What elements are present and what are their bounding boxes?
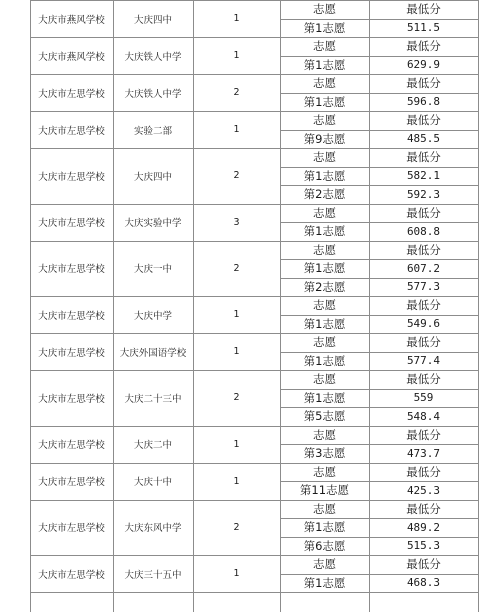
- min-score-cell: 最低分: [406, 298, 441, 313]
- min-score-cell: 425.3: [406, 483, 441, 497]
- min-score-cell: 549.6: [406, 317, 441, 331]
- table-subrow: [30, 555, 478, 574]
- volunteer-cell: 第5志愿: [303, 409, 346, 424]
- min-score-cell: 515.3: [406, 539, 441, 553]
- table-gridline: [280, 518, 479, 519]
- table-gridline: [280, 537, 479, 538]
- volunteer-cell: 第1志愿: [303, 390, 346, 405]
- quota-cell: 1: [233, 475, 240, 487]
- min-score-cell: 489.2: [406, 520, 441, 534]
- quota-cell: 1: [233, 346, 240, 357]
- table-subrow: [30, 37, 478, 56]
- table-subrow: [30, 370, 478, 389]
- table-subrow: [30, 500, 478, 519]
- volunteer-cell: 志愿: [313, 464, 336, 479]
- min-score-cell: 最低分: [406, 76, 441, 91]
- volunteer-cell: 志愿: [313, 150, 336, 165]
- min-score-cell: 592.3: [406, 187, 441, 201]
- volunteer-cell: 志愿: [313, 298, 336, 313]
- table-subrow: [30, 148, 478, 167]
- min-score-cell: 559: [413, 391, 434, 405]
- volunteer-cell: 第1志愿: [303, 353, 346, 368]
- table-subrow: [30, 74, 478, 93]
- volunteer-cell: 第3志愿: [303, 446, 346, 461]
- volunteer-cell: 第1志愿: [303, 168, 346, 183]
- school-cell: 大庆市左思学校: [38, 310, 105, 322]
- quota-cell: 1: [233, 438, 240, 450]
- table-gridline: [280, 93, 479, 94]
- min-score-cell: 485.5: [406, 132, 441, 146]
- school-cell: 大庆市左思学校: [38, 171, 105, 183]
- volunteer-cell: 志愿: [313, 2, 336, 17]
- min-score-cell: 577.3: [406, 280, 441, 294]
- volunteer-cell: 第1志愿: [303, 224, 346, 239]
- volunteer-cell: 第1志愿: [303, 57, 346, 72]
- volunteer-cell: 第1志愿: [303, 575, 346, 590]
- volunteer-cell: 第1志愿: [303, 520, 346, 535]
- table-gridline: [280, 167, 479, 168]
- table-subrow: [30, 111, 478, 130]
- table-subrow: [30, 574, 478, 593]
- min-score-cell: 最低分: [406, 335, 441, 350]
- school-cell: 大庆市左思学校: [38, 125, 105, 137]
- volunteer-cell: 第2志愿: [303, 187, 346, 202]
- volunteer-cell: 志愿: [313, 501, 336, 516]
- table-subrow: [30, 241, 478, 260]
- table-subrow: [30, 315, 478, 334]
- table-subrow: [30, 518, 478, 537]
- target-school-cell: 大庆二十三中: [124, 393, 182, 405]
- min-score-cell: 607.2: [406, 261, 441, 275]
- min-score-cell: 608.8: [406, 224, 441, 238]
- table-subrow: [30, 333, 478, 352]
- min-score-cell: 596.8: [406, 95, 441, 109]
- table-subrow: [30, 56, 478, 75]
- table-subrow: [30, 19, 478, 38]
- volunteer-cell: 第9志愿: [303, 131, 346, 146]
- table-gridline: [280, 444, 479, 445]
- table-gridline: [280, 130, 479, 131]
- table-gridline: [280, 56, 479, 57]
- quota-cell: 1: [233, 568, 240, 579]
- volunteer-cell: 志愿: [313, 335, 336, 350]
- min-score-cell: 最低分: [406, 501, 441, 516]
- quota-cell: 1: [233, 13, 240, 24]
- min-score-cell: 582.1: [406, 169, 441, 183]
- volunteer-cell: 志愿: [313, 76, 336, 91]
- table-gridline: [280, 259, 479, 260]
- min-score-cell: 最低分: [406, 372, 441, 387]
- table-subrow: [30, 444, 478, 463]
- target-school-cell: 大庆中学: [133, 310, 172, 322]
- quota-cell: 1: [233, 124, 240, 135]
- school-cell: 大庆市燕风学校: [38, 14, 105, 26]
- table-gridline: [280, 574, 479, 575]
- target-school-cell: 实验二部: [133, 125, 172, 137]
- volunteer-cell: 志愿: [313, 557, 336, 572]
- target-school-cell: 大庆东风中学: [124, 523, 182, 535]
- target-school-cell: 大庆四中: [133, 171, 172, 183]
- target-school-cell: 大庆二中: [133, 440, 172, 451]
- min-score-cell: 最低分: [406, 113, 441, 128]
- table-gridline: [280, 407, 479, 408]
- quota-cell: 3: [233, 216, 240, 228]
- quota-cell: 1: [233, 50, 240, 61]
- quota-cell: 2: [233, 262, 240, 274]
- volunteer-cell: 第1志愿: [303, 261, 346, 276]
- table-subrow: [30, 481, 478, 500]
- volunteer-cell: 志愿: [313, 242, 336, 257]
- min-score-cell: 577.4: [406, 354, 441, 368]
- quota-cell: 2: [233, 170, 240, 182]
- table-row: [30, 370, 478, 426]
- target-school-cell: 大庆铁人中学: [124, 51, 182, 63]
- table-gridline: [280, 185, 479, 186]
- table-row: [30, 148, 478, 204]
- volunteer-cell: 第11志愿: [299, 483, 350, 498]
- table-subrow: [30, 463, 478, 482]
- school-cell: 大庆市左思学校: [38, 218, 105, 229]
- volunteer-cell: 第1志愿: [303, 94, 346, 109]
- school-cell: 大庆市燕风学校: [38, 51, 105, 63]
- table-gridline: [280, 389, 479, 390]
- volunteer-cell: 志愿: [313, 372, 336, 387]
- school-cell: 大庆市左思学校: [38, 88, 105, 100]
- table-subrow: [30, 93, 478, 112]
- target-school-cell: 大庆铁人中学: [124, 88, 182, 100]
- table-subrow: [30, 389, 478, 408]
- target-school-cell: 大庆一中: [133, 264, 172, 276]
- target-school-cell: 大庆四中: [133, 14, 172, 26]
- min-score-cell: 最低分: [406, 464, 441, 479]
- school-cell: 大庆市左思学校: [38, 393, 105, 405]
- table-gridline: [280, 481, 479, 482]
- table-subrow: [30, 407, 478, 426]
- table-gridline: [280, 352, 479, 353]
- quota-cell: 2: [233, 392, 240, 404]
- min-score-cell: 473.7: [406, 446, 441, 460]
- table-gridline: [280, 19, 479, 20]
- school-cell: 大庆市左思学校: [38, 347, 105, 359]
- target-school-cell: 大庆外国语学校: [119, 347, 187, 359]
- min-score-cell: 最低分: [406, 427, 441, 442]
- table-gridline: [30, 592, 479, 593]
- volunteer-cell: 第6志愿: [303, 538, 346, 553]
- min-score-cell: 最低分: [406, 150, 441, 165]
- table-subrow: [30, 130, 478, 149]
- table-gridline: [280, 315, 479, 316]
- volunteer-cell: 志愿: [313, 427, 336, 442]
- table-subrow: [30, 167, 478, 186]
- table-subrow: [30, 259, 478, 278]
- volunteer-cell: 志愿: [313, 39, 336, 54]
- volunteer-cell: 志愿: [313, 113, 336, 128]
- min-score-cell: 最低分: [406, 242, 441, 257]
- school-cell: 大庆市左思学校: [38, 477, 105, 488]
- quota-cell: 2: [233, 521, 240, 533]
- table-subrow: [30, 0, 478, 19]
- quota-cell: 2: [233, 87, 240, 98]
- table-row: [30, 500, 478, 556]
- table-row: [30, 241, 478, 297]
- table-subrow: [30, 296, 478, 315]
- table-subrow: [30, 204, 478, 223]
- min-score-cell: 629.9: [406, 58, 441, 72]
- min-score-cell: 最低分: [406, 39, 441, 54]
- target-school-cell: 大庆实验中学: [124, 218, 182, 229]
- table-subrow: [30, 278, 478, 297]
- table-subrow: [30, 352, 478, 371]
- admission-score-table: [30, 0, 478, 612]
- table-subrow: [30, 185, 478, 204]
- min-score-cell: 548.4: [406, 409, 441, 423]
- school-cell: 大庆市左思学校: [38, 264, 105, 276]
- table-gridline: [280, 278, 479, 279]
- table-subrow: [30, 222, 478, 241]
- quota-cell: 1: [233, 309, 240, 320]
- volunteer-cell: 志愿: [313, 205, 336, 220]
- table-gridline: [280, 222, 479, 223]
- school-cell: 大庆市左思学校: [38, 523, 105, 535]
- min-score-cell: 最低分: [406, 557, 441, 572]
- min-score-cell: 最低分: [406, 2, 441, 17]
- target-school-cell: 大庆三十五中: [124, 569, 182, 581]
- table-subrow: [30, 426, 478, 445]
- target-school-cell: 大庆十中: [133, 477, 172, 488]
- school-cell: 大庆市左思学校: [38, 440, 105, 451]
- volunteer-cell: 第1志愿: [303, 20, 346, 35]
- table-subrow: [30, 537, 478, 556]
- min-score-cell: 511.5: [406, 21, 441, 35]
- min-score-cell: 最低分: [406, 205, 441, 220]
- min-score-cell: 468.3: [406, 576, 441, 590]
- school-cell: 大庆市左思学校: [38, 569, 105, 581]
- volunteer-cell: 第1志愿: [303, 316, 346, 331]
- volunteer-cell: 第2志愿: [303, 279, 346, 294]
